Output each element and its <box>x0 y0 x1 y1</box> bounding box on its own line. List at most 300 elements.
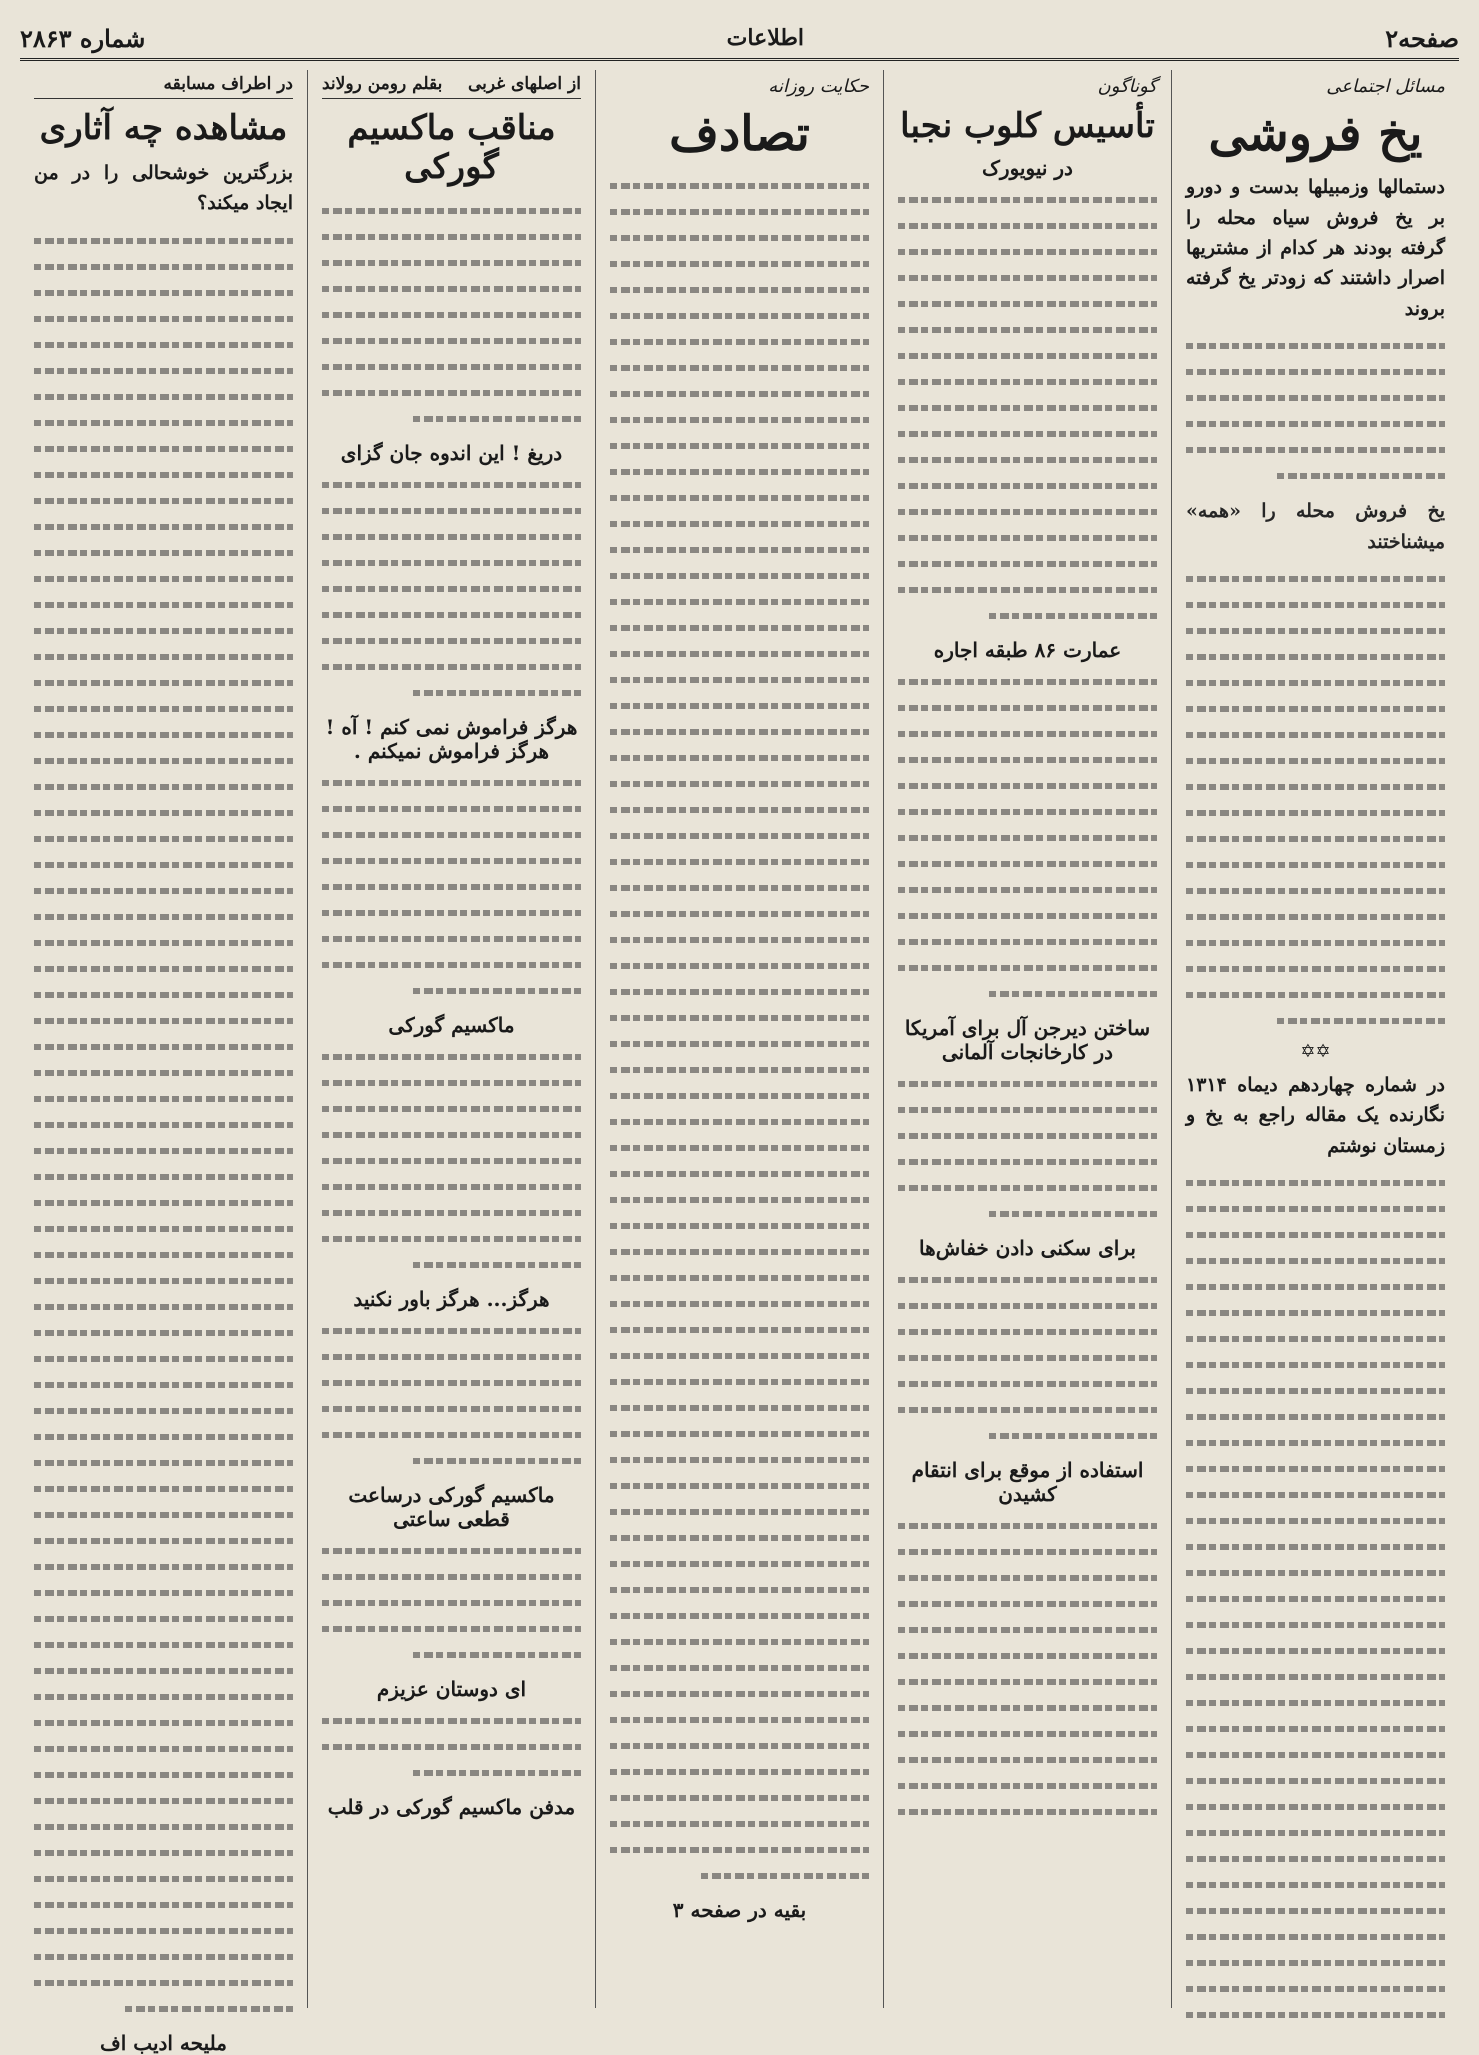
body-text-line <box>610 276 869 302</box>
body-text-line <box>322 575 581 601</box>
body-text-line <box>34 1371 293 1397</box>
body-text-line <box>610 458 869 484</box>
subhead-bats: برای سکنی دادن خفاش‌ها <box>919 1236 1136 1261</box>
body-text-line <box>898 1200 1157 1226</box>
headline-accident: تصادف <box>669 106 810 162</box>
body-text-line <box>1186 1169 1445 1195</box>
body-text-line <box>610 1212 869 1238</box>
body-text-line <box>34 1215 293 1241</box>
body-text-line <box>34 1891 293 1917</box>
body-text-line <box>1186 1975 1445 2001</box>
body-text-line <box>322 925 581 951</box>
body-text-line <box>1186 565 1445 591</box>
body-text-line <box>898 1512 1157 1538</box>
body-text-line <box>898 1538 1157 1564</box>
body-text-line <box>610 1836 869 1862</box>
subhead-grief: دریغ ! این اندوه جان گزای <box>340 441 563 466</box>
body-text-line <box>898 264 1157 290</box>
body-text-line <box>898 1746 1157 1772</box>
body-text-line <box>1186 617 1445 643</box>
body-text-line <box>322 249 581 275</box>
body-text-line <box>1186 1007 1445 1033</box>
body-text-line <box>610 380 869 406</box>
body-text-line <box>898 720 1157 746</box>
body-text-line <box>1186 773 1445 799</box>
body-text-line <box>1186 1585 1445 1611</box>
body-text-line <box>898 342 1157 368</box>
body-text-line <box>610 1108 869 1134</box>
body-text-line <box>898 1122 1157 1148</box>
body-text-line <box>610 328 869 354</box>
body-text-line <box>322 549 581 575</box>
body-text-line <box>322 523 581 549</box>
contest-question: بزرگترین خوشحالی را در من ایجاد میکند؟ <box>34 162 293 215</box>
body-text-line <box>898 1798 1157 1824</box>
body-text-line <box>898 1096 1157 1122</box>
body-text-line <box>322 1317 581 1343</box>
body-text-line <box>898 1668 1157 1694</box>
body-text-line <box>34 1995 293 2021</box>
body-text-line <box>610 666 869 692</box>
body-text-line <box>610 744 869 770</box>
body-text-line <box>322 1147 581 1173</box>
body-text-line <box>610 926 869 952</box>
body-text-line <box>610 1498 869 1524</box>
body-text-line <box>34 1345 293 1371</box>
body-text-line <box>34 487 293 513</box>
body-text-line <box>610 614 869 640</box>
body-text-line <box>322 1251 581 1277</box>
body-text-line <box>34 1033 293 1059</box>
body-text-line <box>610 692 869 718</box>
body-text-line <box>322 1225 581 1251</box>
body-text-line <box>34 981 293 1007</box>
body-text-line <box>898 824 1157 850</box>
body-text-line <box>322 1421 581 1447</box>
masthead <box>20 18 1459 61</box>
body-text-line <box>1186 1871 1445 1897</box>
column-contest <box>20 70 307 2055</box>
body-text-line <box>898 1174 1157 1200</box>
body-text-line <box>1186 462 1445 488</box>
body-text-line <box>1186 981 1445 1007</box>
body-text-line <box>322 1447 581 1473</box>
body-text-line <box>1186 1793 1445 1819</box>
body-text-line <box>1186 410 1445 436</box>
body-text-line <box>610 1316 869 1342</box>
body-text-line <box>34 227 293 253</box>
body-text-line <box>610 1082 869 1108</box>
body-text-line <box>610 1394 869 1420</box>
headline-nobles-club: تأسیس کلوب نجبا <box>900 106 1155 146</box>
subhead-revenge: استفاده از موقع برای انتقام کشیدن <box>911 1458 1144 1507</box>
body-text-line <box>322 1589 581 1615</box>
body-text-line <box>1186 1325 1445 1351</box>
column-ice-selling <box>1171 70 1459 2008</box>
body-text-line <box>34 461 293 487</box>
body-text-line <box>34 279 293 305</box>
body-text-line <box>610 1264 869 1290</box>
body-text-line <box>34 1553 293 1579</box>
body-text-line <box>610 302 869 328</box>
section-divider-stars: ✡✡ <box>1300 1040 1331 1062</box>
body-text-line <box>1186 1195 1445 1221</box>
body-text-line <box>1186 851 1445 877</box>
body-text-line <box>610 198 869 224</box>
body-text-line <box>610 1004 869 1030</box>
body-text-line <box>34 1423 293 1449</box>
subhead-never-forget: هرگز فراموش نمی کنم ! آه ! هرگز فراموش نمیکنم . <box>325 715 578 764</box>
body-text-line <box>322 379 581 405</box>
body-text-line <box>610 1420 869 1446</box>
body-text-line <box>322 679 581 705</box>
body-text-line <box>34 1527 293 1553</box>
body-text-line <box>610 1550 869 1576</box>
body-text-line <box>1186 2001 1445 2027</box>
body-text-line <box>322 497 581 523</box>
body-text-line <box>1186 1403 1445 1429</box>
body-text-line <box>610 900 869 926</box>
body-text-line <box>34 1293 293 1319</box>
body-text-line <box>610 1732 869 1758</box>
body-text-line <box>1186 1299 1445 1325</box>
body-text-line <box>322 1563 581 1589</box>
body-text-line <box>34 1241 293 1267</box>
body-text-line <box>34 799 293 825</box>
body-text-line <box>34 565 293 591</box>
subhead-building: عمارت ۸۶ طبقه اجاره <box>933 638 1122 663</box>
section-kicker: مسائل اجتماعی <box>1326 76 1445 97</box>
body-text-line <box>1186 436 1445 462</box>
body-text-line <box>1186 1897 1445 1923</box>
body-text-line <box>34 1631 293 1657</box>
body-text-line <box>898 1422 1157 1448</box>
headline-contest: مشاهده چه آثاری <box>39 108 288 148</box>
body-text-line <box>610 1862 869 1888</box>
body-text-line <box>322 769 581 795</box>
body-text-line <box>1186 695 1445 721</box>
body-text-line <box>610 1290 869 1316</box>
body-text-line <box>898 1772 1157 1798</box>
body-text-line <box>34 1709 293 1735</box>
body-text-line <box>898 902 1157 928</box>
body-text-line <box>34 1449 293 1475</box>
body-text-line <box>322 471 581 497</box>
body-text-line <box>1186 1481 1445 1507</box>
body-text-line <box>898 238 1157 264</box>
body-text-line <box>34 305 293 331</box>
body-text-line <box>898 316 1157 342</box>
body-text-line <box>610 562 869 588</box>
body-text-line <box>34 1969 293 1995</box>
body-text-line <box>34 1735 293 1761</box>
body-text-line <box>322 1173 581 1199</box>
body-text-line <box>322 873 581 899</box>
body-text-line <box>322 275 581 301</box>
body-text-line <box>610 432 869 458</box>
body-text-line <box>34 1111 293 1137</box>
body-text-line <box>34 721 293 747</box>
body-text-line <box>34 1657 293 1683</box>
body-text-line <box>898 1616 1157 1642</box>
body-text-line <box>322 1343 581 1369</box>
body-text-line <box>1186 1429 1445 1455</box>
body-text-line <box>610 1134 869 1160</box>
kicker-row <box>34 74 293 99</box>
body-text-line <box>322 1759 581 1785</box>
body-text-line <box>34 1605 293 1631</box>
body-text-line <box>898 1396 1157 1422</box>
body-text-line <box>34 1319 293 1345</box>
headline-gorky: مناقب ماکسیم گورکی <box>347 108 556 188</box>
body-text-line <box>610 1524 869 1550</box>
body-text-line <box>610 484 869 510</box>
body-text-line <box>898 1148 1157 1174</box>
body-text-line <box>322 1043 581 1069</box>
body-text-line <box>34 1787 293 1813</box>
body-text-line <box>322 1707 581 1733</box>
body-text-line <box>1186 1611 1445 1637</box>
body-text-line <box>898 394 1157 420</box>
body-text-line <box>34 1865 293 1891</box>
subhead-zeppelin: ساختن دیرجن آل برای آمریکا در کارخانجات آلمانی <box>904 1016 1151 1065</box>
body-text-line <box>34 1683 293 1709</box>
body-text-line <box>1186 591 1445 617</box>
body-text-line <box>34 1189 293 1215</box>
article-paragraph: در شماره چهاردهم دیماه ۱۳۱۴ نگارنده یک مقاله راجع به یخ و زمستان نوشتم <box>1186 1073 1445 1157</box>
body-text-line <box>898 498 1157 524</box>
body-text-line <box>1186 1663 1445 1689</box>
body-text-line <box>34 929 293 955</box>
body-text-line <box>34 1813 293 1839</box>
body-text-line <box>1186 1455 1445 1481</box>
body-text-line <box>1186 1689 1445 1715</box>
body-text-line <box>34 1761 293 1787</box>
body-text-line <box>34 747 293 773</box>
body-text-line <box>898 1590 1157 1616</box>
body-text-line <box>1186 1949 1445 1975</box>
body-text-line <box>610 1706 869 1732</box>
body-text-line <box>34 513 293 539</box>
body-text-line <box>1186 1559 1445 1585</box>
body-text-line <box>610 1784 869 1810</box>
body-text-line <box>322 223 581 249</box>
body-text-line <box>610 354 869 380</box>
section-kicker: گوناگون <box>1097 76 1157 97</box>
body-text-line <box>898 1564 1157 1590</box>
body-text-line <box>1186 1715 1445 1741</box>
body-text-line <box>898 746 1157 772</box>
body-text-line <box>322 1095 581 1121</box>
body-text-line <box>34 955 293 981</box>
body-text-line <box>34 1007 293 1033</box>
body-text-line <box>34 643 293 669</box>
body-text-line <box>898 1318 1157 1344</box>
body-text-line <box>898 1370 1157 1396</box>
body-text-line <box>898 798 1157 824</box>
body-text-line <box>34 695 293 721</box>
body-text-line <box>898 1266 1157 1292</box>
body-text-line <box>34 851 293 877</box>
body-text-line <box>322 951 581 977</box>
body-text-line <box>1186 721 1445 747</box>
body-text-line <box>1186 825 1445 851</box>
body-text-line <box>898 186 1157 212</box>
body-text-line <box>898 668 1157 694</box>
author-signature: ملیحه ادیب اف <box>100 2030 227 2055</box>
body-text-line <box>34 357 293 383</box>
subhead-dear-friends: ای دوستان عزیزم <box>376 1677 527 1702</box>
body-text-line <box>610 848 869 874</box>
body-text-line <box>322 653 581 679</box>
body-text-line <box>322 1641 581 1667</box>
body-text-line <box>898 694 1157 720</box>
continued-note: بقیه در صفحه ۳ <box>672 1898 807 1923</box>
body-text-line <box>1186 1845 1445 1871</box>
body-text-line <box>610 1160 869 1186</box>
body-text-line <box>898 772 1157 798</box>
body-text-line <box>1186 747 1445 773</box>
body-text-line <box>610 1654 869 1680</box>
body-text-line <box>1186 669 1445 695</box>
body-text-line <box>898 1344 1157 1370</box>
body-text-line <box>1186 1221 1445 1247</box>
body-text-line <box>1186 955 1445 981</box>
body-text-line <box>610 250 869 276</box>
body-text-line <box>898 472 1157 498</box>
subhead-gorky-name: ماکسیم گورکی <box>388 1013 515 1038</box>
body-text-line <box>610 1056 869 1082</box>
body-text-line <box>898 576 1157 602</box>
body-text-line <box>322 1199 581 1225</box>
section-kicker: حکایت روزانه <box>768 76 869 97</box>
body-text-line <box>610 224 869 250</box>
body-text-line <box>610 536 869 562</box>
body-text-line <box>610 1602 869 1628</box>
body-text-line <box>610 1472 869 1498</box>
paper-name: اطلاعات <box>726 25 804 51</box>
body-text-line <box>322 601 581 627</box>
body-text-line <box>1186 1351 1445 1377</box>
body-text-line <box>1186 1637 1445 1663</box>
body-text-line <box>1186 1377 1445 1403</box>
body-text-line <box>898 1292 1157 1318</box>
body-text-line <box>34 1397 293 1423</box>
body-text-line <box>1186 1533 1445 1559</box>
body-text-line <box>898 212 1157 238</box>
body-text-line <box>898 550 1157 576</box>
body-text-line <box>898 980 1157 1006</box>
body-text-line <box>34 591 293 617</box>
body-text-line <box>610 1810 869 1836</box>
byline: بقلم رومن رولاند <box>322 74 443 94</box>
body-text-line <box>1186 1247 1445 1273</box>
body-text-line <box>610 1758 869 1784</box>
body-text-line <box>322 1121 581 1147</box>
body-text-line <box>34 877 293 903</box>
body-text-line <box>898 368 1157 394</box>
body-text-line <box>610 952 869 978</box>
body-text-line <box>1186 1923 1445 1949</box>
body-text-line <box>34 331 293 357</box>
article-quote: یخ فروش محله را «همه» میشناختند <box>1186 500 1445 553</box>
body-text-line <box>898 954 1157 980</box>
body-text-line <box>610 1628 869 1654</box>
body-text-line <box>1186 929 1445 955</box>
body-text-line <box>610 874 869 900</box>
body-text-line <box>34 903 293 929</box>
column-accident <box>595 70 883 2008</box>
body-text-line <box>610 1238 869 1264</box>
body-text-line <box>898 1694 1157 1720</box>
body-text-line <box>610 718 869 744</box>
body-text-line <box>34 1267 293 1293</box>
body-text-line <box>322 1615 581 1641</box>
body-text-line <box>34 1839 293 1865</box>
body-text-line <box>610 1446 869 1472</box>
body-text-line <box>322 327 581 353</box>
body-text-line <box>34 617 293 643</box>
body-text-line <box>610 510 869 536</box>
body-text-line <box>322 1537 581 1563</box>
body-text-line <box>322 847 581 873</box>
body-text-line <box>34 825 293 851</box>
body-text-line <box>34 773 293 799</box>
headline-ice-selling: یخ فروشی <box>1208 106 1423 162</box>
body-text-line <box>322 821 581 847</box>
body-text-line <box>610 1030 869 1056</box>
body-text-line <box>1186 384 1445 410</box>
body-text-line <box>34 1137 293 1163</box>
section-kicker: در اطراف مسابقه <box>163 74 293 94</box>
body-text-line <box>322 197 581 223</box>
body-text-line <box>610 172 869 198</box>
body-text-line <box>610 770 869 796</box>
body-text-line <box>1186 332 1445 358</box>
body-text-line <box>898 524 1157 550</box>
body-text-line <box>1186 1741 1445 1767</box>
column-gorky <box>307 70 595 2008</box>
body-text-line <box>34 669 293 695</box>
body-text-line <box>322 977 581 1003</box>
body-text-line <box>898 1070 1157 1096</box>
kicker-row <box>322 74 581 99</box>
body-text-line <box>898 420 1157 446</box>
body-text-line <box>1186 1819 1445 1845</box>
article-columns <box>20 70 1459 2055</box>
body-text-line <box>898 602 1157 628</box>
body-text-line <box>1186 1507 1445 1533</box>
body-text-line <box>34 1917 293 1943</box>
body-text-line <box>34 1163 293 1189</box>
subhead-final-hour: ماکسیم گورکی درساعت قطعی ساعتی <box>348 1483 555 1532</box>
article-body <box>1186 332 1445 1033</box>
body-text-line <box>1186 1767 1445 1793</box>
body-text-line <box>898 446 1157 472</box>
body-text-line <box>1186 903 1445 929</box>
dateline: در نیویورک <box>982 156 1073 181</box>
body-text-line <box>610 1342 869 1368</box>
body-text-line <box>322 795 581 821</box>
body-text-line <box>898 928 1157 954</box>
body-text-line <box>322 1733 581 1759</box>
body-text-line <box>898 850 1157 876</box>
body-text-line <box>898 290 1157 316</box>
body-text-line <box>610 588 869 614</box>
body-text-line <box>610 640 869 666</box>
body-text-line <box>898 1720 1157 1746</box>
body-text-line <box>34 1475 293 1501</box>
